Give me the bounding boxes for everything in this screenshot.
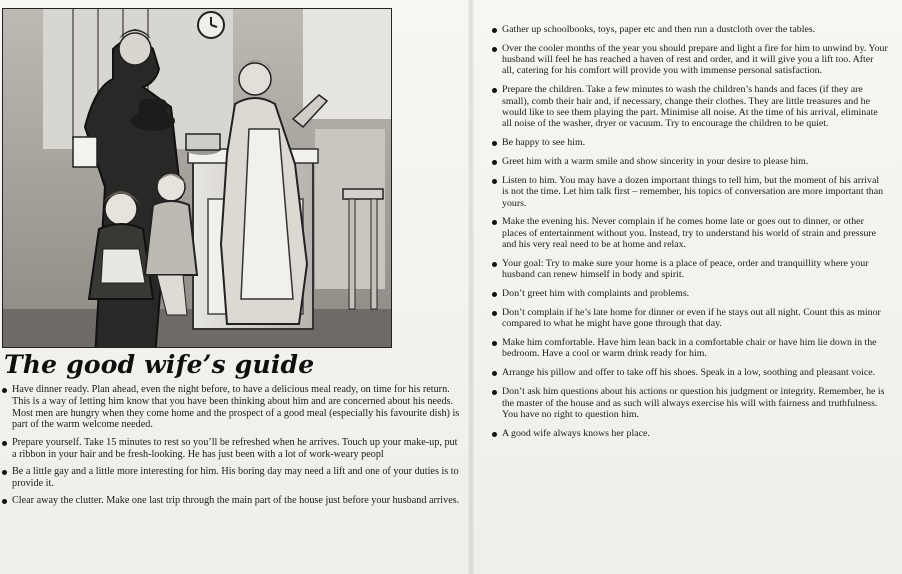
list-item-text: Arrange his pillow and offer to take off his shoes. Speak in a low, soothing and pleasant voice. [502, 367, 876, 379]
list-item [2, 437, 462, 461]
right-guide-list [492, 24, 888, 447]
list-item-text: Clear away the clutter. Make one last trip through the main part of the house just before your husband arrives. [12, 495, 460, 507]
bullet-icon [2, 470, 7, 475]
list-item [492, 307, 888, 330]
list-item [492, 175, 888, 209]
bullet-icon [492, 47, 497, 52]
list-item-text: Don’t greet him with complaints and problems. [502, 288, 690, 300]
bullet-icon [492, 311, 497, 316]
list-item-text: Greet him with a warm smile and show sincerity in your desire to please him. [502, 156, 809, 168]
list-item-text: Make the evening his. Never complain if he comes home late or goes out to dinner, or other places of entertainment without you. Instead, try to understand his world of strain and pressure and his very real need to be at home and relax. [502, 216, 877, 251]
bullet-icon [492, 341, 497, 346]
list-item [2, 466, 462, 490]
list-item-text: Your goal: Try to make sure your home is a place of peace, order and tranquillity where your husband can renew himself in body and spirit. [502, 257, 869, 281]
list-item-text: Be a little gay and a little more interesting for him. His boring day may need a lift and one of your duties is to provide it. [12, 465, 459, 489]
list-item [492, 337, 888, 360]
list-item-text: Over the cooler months of the year you should prepare and light a fire for him to unwind by. Your husband will feel he has reached a haven of rest and order, and it will give you a lift too. After all, catering for his comfort will provide you with immense personal satisfaction. [502, 42, 888, 77]
bullet-icon [492, 390, 497, 395]
list-item-text: Don’t ask him questions about his actions or question his judgment or integrity. Remember, he is the master of the house and as such will always exercise his will with fairness and truthfulness. You have no right to question him. [502, 386, 885, 420]
list-item [492, 156, 888, 167]
list-item-text: Have dinner ready. Plan ahead, even the night before, to have a delicious meal ready, on time for his return. This is a way of letting him know that you have been thinking about him and are concerned about his needs. Most men are hungry when they come home and the prospect of a good meal (especially his favourite dish) is part of the warm welcome needed. [12, 384, 460, 431]
list-item-text: Be happy to see him. [502, 137, 586, 149]
list-item-text: A good wife always knows her place. [502, 427, 650, 439]
left-guide-list [2, 384, 462, 513]
bullet-icon [492, 28, 497, 33]
list-item [492, 137, 888, 148]
bullet-icon [2, 441, 7, 446]
list-item-text: Don’t complain if he’s late home for dinner or even if he stays out all night. Count this as minor compared to what he might have gone through that day. [502, 306, 881, 330]
bullet-icon [492, 160, 497, 165]
list-item [492, 367, 888, 378]
bullet-icon [492, 88, 497, 93]
list-item [492, 258, 888, 281]
page-fold [468, 0, 474, 574]
bullet-icon [492, 179, 497, 184]
bullet-icon [492, 141, 497, 146]
bullet-icon [2, 499, 7, 504]
list-item-text: Gather up schoolbooks, toys, paper etc and then run a dustcloth over the tables. [502, 24, 816, 35]
list-item [492, 24, 888, 35]
list-item [492, 84, 888, 129]
list-item [492, 288, 888, 299]
page-title: The good wife’s guide [4, 350, 315, 379]
list-item [492, 386, 888, 420]
list-item-text: Prepare the children. Take a few minutes to wash the children’s hands and faces (if they are small), comb their hair and, if necessary, change their clothes. They are little treasures and he would like to see them playing the part. Minimise all noise. At the time of his arrival, eliminate all noise of the washer, dryer or vacuum. Try to encourage the children to be quiet. [502, 84, 878, 130]
bullet-icon [492, 432, 497, 437]
bullet-icon [492, 220, 497, 225]
bullet-icon [492, 262, 497, 267]
list-item [2, 384, 462, 431]
list-item [492, 43, 888, 77]
vintage-kitchen-illustration [2, 8, 392, 348]
list-item-text: Prepare yourself. Take 15 minutes to rest so you’ll be refreshed when he arrives. Touch up your make-up, put a ribbon in your hair and be fresh-looking. He has just been with a lot of work-weary peopl [12, 436, 458, 460]
list-item-text: Make him comfortable. Have him lean back in a comfortable chair or have him lie down in the bedroom. Have a cool or warm drink ready for him. [502, 337, 877, 360]
bullet-icon [492, 292, 497, 297]
list-item [492, 216, 888, 250]
list-item-text: Listen to him. You may have a dozen important things to tell him, but the moment of his arrival is not the time. Let him talk first – remember, his topics of conversation are more important than yours. [502, 174, 884, 209]
bullet-icon [492, 371, 497, 376]
bullet-icon [2, 388, 7, 393]
list-item [492, 428, 888, 439]
list-item [2, 495, 462, 507]
